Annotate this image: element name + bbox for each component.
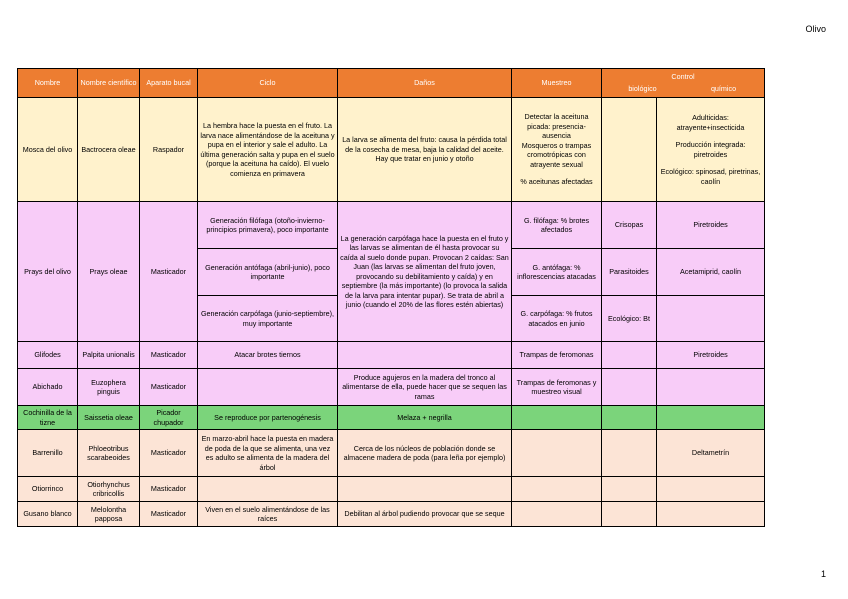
cell-ciclo: Se reproduce por partenogénesis (198, 406, 338, 430)
cell-aparato: Masticador (140, 502, 198, 527)
quimico-line: Producción integrada: piretroides (675, 140, 746, 159)
cell-cientifico: Prays oleae (78, 202, 140, 342)
cell-cientifico: Bactrocera oleae (78, 98, 140, 202)
cell-cientifico: Euzophera pinguis (78, 369, 140, 406)
cell-ciclo: Generación carpófaga (junio-septiembre), muy importante (198, 296, 338, 342)
cell-muestreo (512, 502, 602, 527)
muestreo-line: Mosqueros o trampas cromotrópicas con atrayente sexual (521, 140, 592, 169)
pest-table (17, 68, 765, 527)
table-row (18, 342, 765, 369)
cell-muestreo (512, 98, 602, 202)
cell-muestreo: G. filófaga: % brotes afectados (512, 202, 602, 249)
cell-quimico: Piretroides (657, 202, 765, 249)
cell-ciclo (198, 477, 338, 502)
cell-muestreo: Trampas de feromonas (512, 342, 602, 369)
cell-quimico (657, 296, 765, 342)
cell-quimico (657, 502, 765, 527)
cell-quimico: Deltametrín (657, 430, 765, 477)
cell-nombre: Mosca del olivo (18, 98, 78, 202)
cell-biologico: Parasitoides (602, 249, 657, 296)
cell-nombre: Barrenillo (18, 430, 78, 477)
cell-danos: Produce agujeros en la madera del tronco al alimentarse de ella, puede hacer que se sequen las ramas (338, 369, 512, 406)
header-row (18, 69, 765, 98)
muestreo-line: Detectar la aceituna picada: presencia-ausencia (524, 112, 589, 141)
header-muestreo: Muestreo (512, 69, 602, 98)
cell-ciclo: Generación antófaga (abril-junio), poco importante (198, 249, 338, 296)
cell-quimico: Piretroides (657, 342, 765, 369)
table-row (18, 477, 765, 502)
cell-danos: Cerca de los núcleos de población donde se almacene madera de poda (para leña por ejemplo) (338, 430, 512, 477)
cell-ciclo: Viven en el suelo alimentándose de las raíces (198, 502, 338, 527)
cell-danos (338, 342, 512, 369)
cell-ciclo: Atacar brotes tiernos (198, 342, 338, 369)
cell-biologico (602, 406, 657, 430)
cell-quimico (657, 406, 765, 430)
cell-ciclo (198, 369, 338, 406)
cell-aparato: Masticador (140, 477, 198, 502)
cell-nombre: Glifodes (18, 342, 78, 369)
header-control (602, 69, 765, 98)
cell-biologico (602, 342, 657, 369)
header-cientifico: Nombre científico (78, 69, 140, 98)
cell-aparato: Masticador (140, 342, 198, 369)
cell-ciclo: La hembra hace la puesta en el fruto. La larva nace alimentándose de la aceituna y pupa en el interior y sale el adulto. La última generación salta y pupa en el suelo (porque la aceituna ha caído). El vuelo comienza en primavera (198, 98, 338, 202)
cell-quimico (657, 369, 765, 406)
cell-quimico (657, 477, 765, 502)
cell-danos: Melaza + negrilla (338, 406, 512, 430)
quimico-line: Adulticidas: atrayente+insecticida (676, 113, 745, 132)
cell-cientifico: Melolontha papposa (78, 502, 140, 527)
cell-cientifico: Palpita unionalis (78, 342, 140, 369)
cell-ciclo: Generación filófaga (otoño-invierno-principios primavera), poco importante (198, 202, 338, 249)
cell-biologico: Crisopas (602, 202, 657, 249)
cell-danos: La generación carpófaga hace la puesta en el fruto y las larvas se alimentan de él hasta provocar su caída al suelo donde pupan. Provocan 2 caídas: San Juan (las larvas se alimentan del fruto joven, provocando su debilitamiento y caída) y en septiembre (la más importante) (lo provoca la salida de la larva para intentar pupar). Se trata de abril a junio (cuando el 20% de las flores estén abiertas) (338, 202, 512, 342)
header-quimico: químico (710, 84, 737, 93)
header-aparato: Aparato bucal (140, 69, 198, 98)
cell-aparato: Masticador (140, 369, 198, 406)
table-row (18, 406, 765, 430)
cell-aparato: Picador chupador (140, 406, 198, 430)
cell-biologico (602, 477, 657, 502)
cell-muestreo: Trampas de feromonas y muestreo visual (512, 369, 602, 406)
table-row (18, 502, 765, 527)
cell-aparato: Masticador (140, 202, 198, 342)
table-row (18, 98, 765, 202)
cell-nombre: Otiorrinco (18, 477, 78, 502)
table-row (18, 202, 765, 249)
cell-ciclo: En marzo-abril hace la puesta en madera de poda de la que se alimenta, una vez es adulto se alimenta de la madera del árbol (198, 430, 338, 477)
header-danos: Daños (338, 69, 512, 98)
cell-aparato: Raspador (140, 98, 198, 202)
cell-muestreo: G. antófaga: % inflorescencias atacadas (512, 249, 602, 296)
cell-nombre: Prays del olivo (18, 202, 78, 342)
table-row (18, 430, 765, 477)
muestreo-line: % aceitunas afectadas (520, 177, 593, 187)
cell-aparato: Masticador (140, 430, 198, 477)
quimico-line: Ecológico: spinosad, piretrinas, caolín (660, 167, 761, 186)
header-control-label: Control (671, 72, 695, 81)
cell-biologico (602, 430, 657, 477)
cell-danos: Debilitan al árbol pudiendo provocar que se seque (338, 502, 512, 527)
header-biologico: biológico (628, 84, 657, 93)
cell-muestreo (512, 477, 602, 502)
table-row (18, 369, 765, 406)
cell-quimico (657, 98, 765, 202)
cell-muestreo (512, 430, 602, 477)
header-ciclo: Ciclo (198, 69, 338, 98)
cell-nombre: Abichado (18, 369, 78, 406)
cell-cientifico: Saissetia oleae (78, 406, 140, 430)
page-number: 1 (820, 569, 826, 579)
cell-nombre: Cochinilla de la tizne (18, 406, 78, 430)
cell-muestreo (512, 406, 602, 430)
cell-danos (338, 477, 512, 502)
cell-biologico: Ecológico: Bt (602, 296, 657, 342)
cell-danos: La larva se alimenta del fruto: causa la pérdida total de la cosecha de mesa, baja la calidad del aceite. Hay que tratar en junio y otoño (338, 98, 512, 202)
cell-cientifico: Phloeotribus scarabeoides (78, 430, 140, 477)
page-title: Olivo (805, 24, 826, 34)
cell-biologico (602, 98, 657, 202)
cell-nombre: Gusano blanco (18, 502, 78, 527)
cell-cientifico: Otiorhynchus cribricollis (78, 477, 140, 502)
header-nombre: Nombre (18, 69, 78, 98)
cell-muestreo: G. carpófaga: % frutos atacados en junio (512, 296, 602, 342)
cell-quimico: Acetamiprid, caolín (657, 249, 765, 296)
cell-biologico (602, 369, 657, 406)
cell-biologico (602, 502, 657, 527)
